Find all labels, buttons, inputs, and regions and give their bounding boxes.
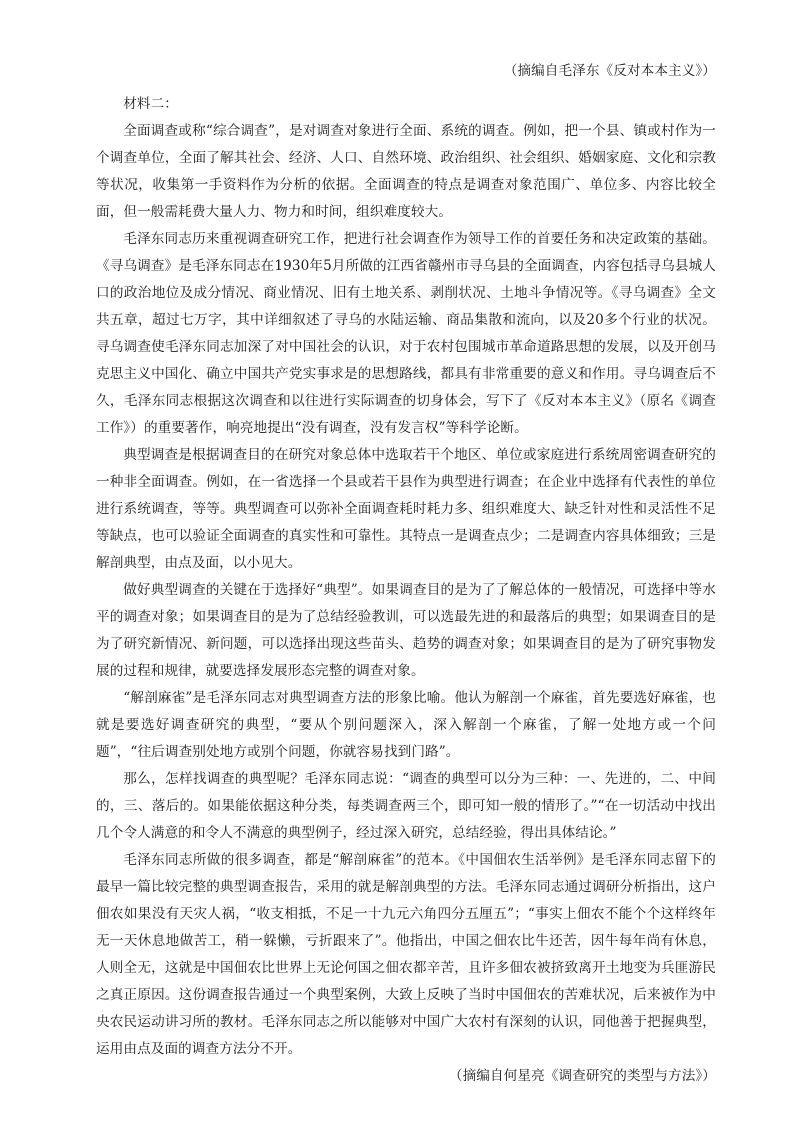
article-body	[96, 58, 716, 1090]
source-citation-bottom: （摘编自何星亮《调查研究的类型与方法》）	[448, 1068, 716, 1084]
paragraph-6: 那么，怎样找调查的典型呢？毛泽东同志说：“调查的典型可以分为三种：一、先进的，二、中间的，三、落后的。如果能依据这种分类，每类调查两三个，即可知一般的情形了。”“在一切活动中找出几个令人满意的和令人不满意的典型例子，经过深入研究，总结经验，得出具体结论。”	[96, 771, 716, 841]
source-citation-top: （摘编自毛泽东《反对本本主义》）	[503, 63, 716, 79]
paragraph-5: “解剖麻雀”是毛泽东同志对典型调查方法的形象比喻。他认为解剖一个麻雀，首先要选好麻雀，也就是要选好调查研究的典型，“要从个别问题深入，深入解剖一个麻雀，了解一处地方或一个问题”，“往后调查别处地方或别个问题，你就容易找到门路”。	[96, 690, 716, 760]
paragraph-4: 做好典型调查的关键在于选择好“典型”。如果调查目的是为了了解总体的一般情况，可选择中等水平的调查对象；如果调查目的是为了总结经验教训，可以选最先进的和最落后的典型；如果调查目的是为了研究新情况、新问题，可以选择出现这些苗头、趋势的调查对象；如果调查目的是为了研究事物发展的过程和规律，就要选择发展形态完整的调查对象。	[96, 582, 716, 679]
paragraph-7: 毛泽东同志所做的很多调查，都是“解剖麻雀”的范本。《中国佃农生活举例》是毛泽东同志留下的最早一篇比较完整的典型调查报告，采用的就是解剖典型的方法。毛泽东同志通过调研分析指出，这户佃农如果没有天灾人祸，“收支相抵，不足一十九元六角四分五厘五”；“事实上佃农不能个个这样终年无一天休息地做苦工，稍一躲懒，亏折跟来了”。他指出，中国之佃农比牛还苦，因牛每年尚有休息，人则全无，这就是中国佃农比世界上无论何国之佃农都辛苦，且许多佃农被挤致离开土地变为兵匪游民之真正原因。这份调查报告通过一个典型案例，大致上反映了当时中国佃农的苦难状况，后来被作为中央农民运动讲习所的教材。毛泽东同志之所以能够对中国广大农村有深刻的认识，同他善于把握典型，运用由点及面的调查方法分不开。	[96, 852, 716, 1057]
paragraph-3: 典型调查是根据调查目的在研究对象总体中选取若干个地区、单位或家庭进行系统周密调查研究的一种非全面调查。例如，在一省选择一个县或若干县作为典型进行调查；在企业中选择有代表性的单位进行系统调查，等等。典型调查可以弥补全面调查耗时耗力多、组织难度大、缺乏针对性和灵活性不足等缺点，也可以验证全面调查的真实性和可靠性。其特点一是调查点少；二是调查内容具体细致；三是解剖典型，由点及面，以小见大。	[96, 447, 716, 571]
paragraph-1: 全面调查或称“综合调查”，是对调查对象进行全面、系统的调查。例如，把一个县、镇或村作为一个调查单位，全面了解其社会、经济、人口、自然环境、政治组织、社会组织、婚姻家庭、文化和宗教等状况，收集第一手资料作为分析的依据。全面调查的特点是调查对象范围广、单位多、内容比较全面，但一般需耗费大量人力、物力和时间，组织难度较大。	[96, 123, 716, 220]
material-heading: 材料二：	[123, 96, 178, 112]
paragraph-2: 毛泽东同志历来重视调查研究工作，把进行社会调查作为领导工作的首要任务和决定政策的基础。《寻乌调查》是毛泽东同志在1930年5月所做的江西省赣州市寻乌县的全面调查，内容包括寻乌县城人口的政治地位及成分情况、商业情况、旧有土地关系、剥削状况、土地斗争情况等。《寻乌调查》全文共五章，超过七万字，其中详细叙述了寻乌的水陆运输、商品集散和流向，以及20多个行业的状况。寻乌调查使毛泽东同志加深了对中国社会的认识，对于农村包围城市革命道路思想的发展，以及开创马克思主义中国化、确立中国共产党实事求是的思想路线，都具有非常重要的意义和作用。寻乌调查后不久，毛泽东同志根据这次调查和以往进行实际调查的切身体会，写下了《反对本本主义》（原名《调查工作》）的重要著作，响亮地提出“没有调查，没有发言权”等科学论断。	[96, 231, 716, 436]
